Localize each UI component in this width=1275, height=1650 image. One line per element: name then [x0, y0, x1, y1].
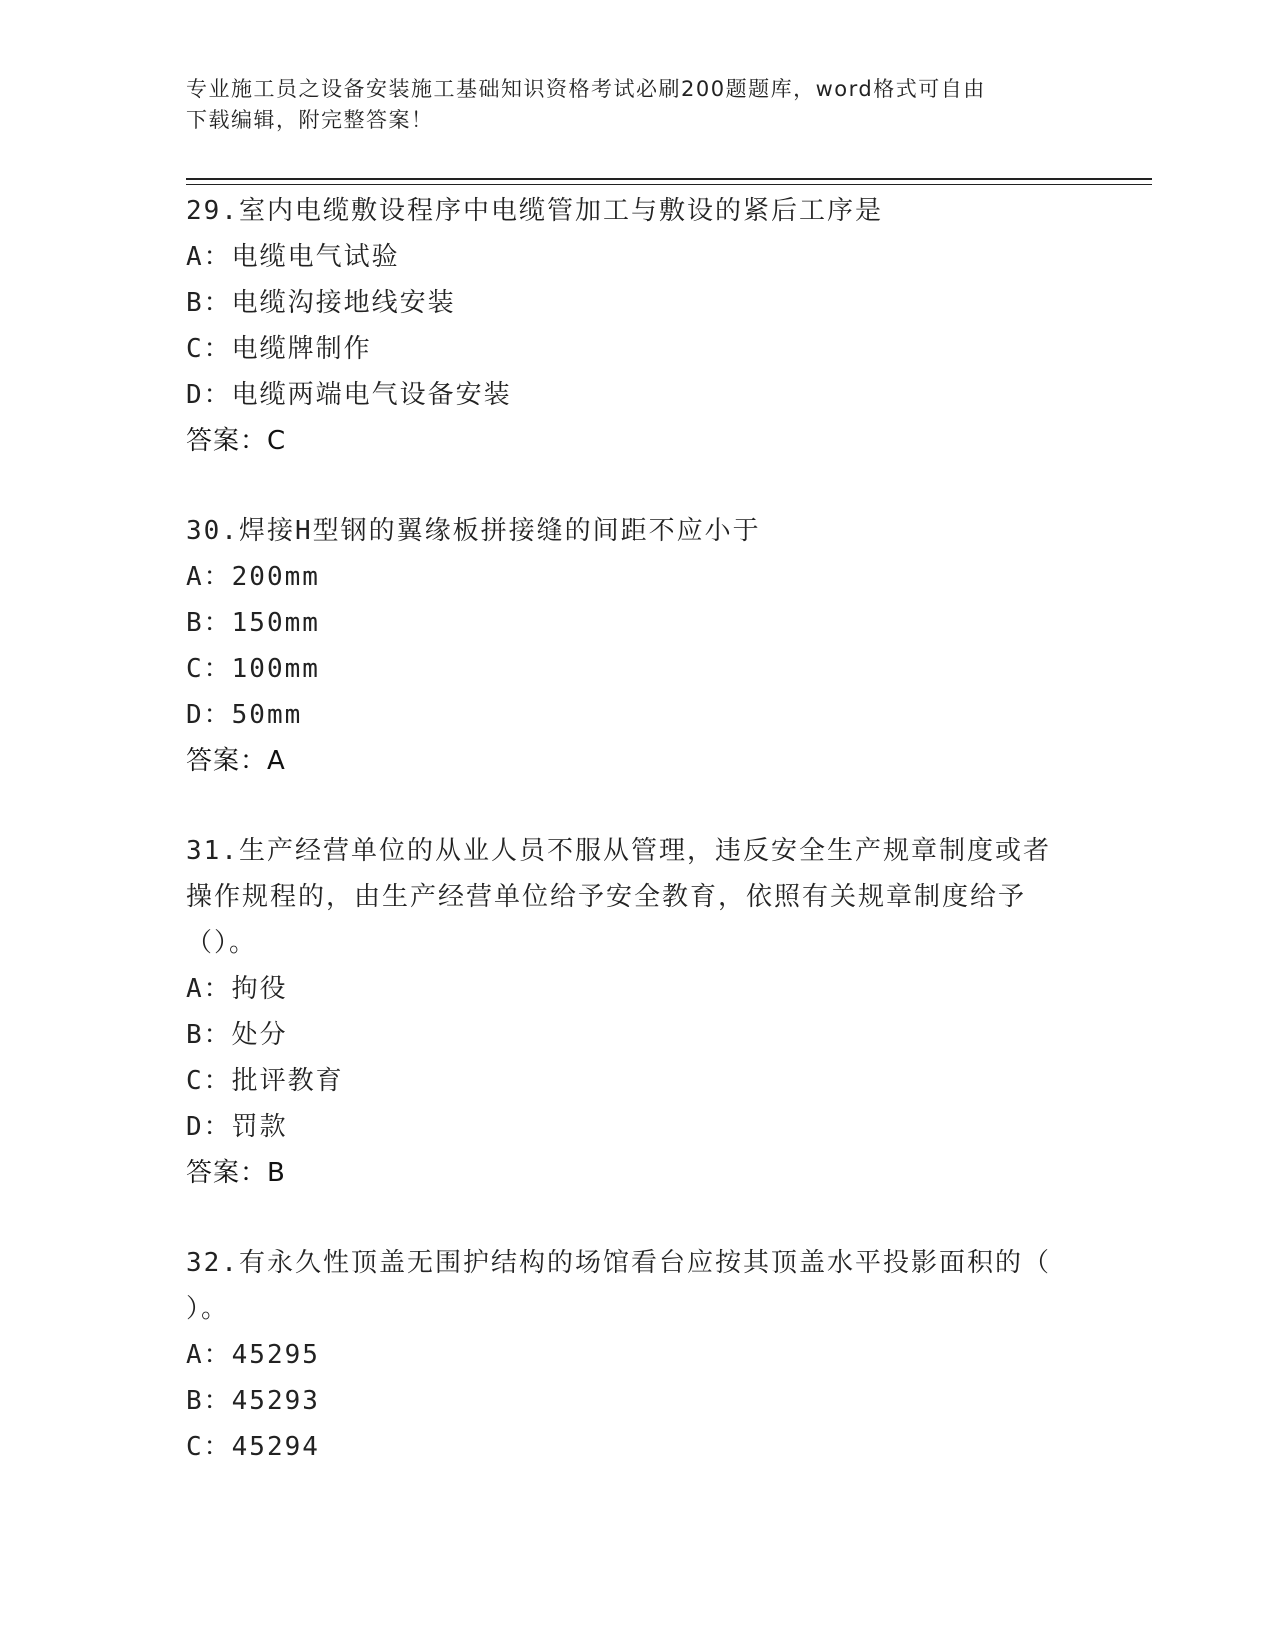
header-line-1: 专业施工员之设备安装施工基础知识资格考试必刷200题题库，word格式可自由	[186, 77, 986, 101]
question-32	[186, 1240, 1086, 1470]
header-divider-top	[186, 178, 1152, 180]
option-a: A：200mm	[186, 562, 320, 592]
header-divider-bottom	[186, 184, 1152, 185]
option-a: A：45295	[186, 1340, 320, 1370]
question-stem-line-2: 操作规程的，由生产经营单位给予安全教育，依照有关规章制度给予	[186, 882, 1027, 912]
question-stem: 29.室内电缆敷设程序中电缆管加工与敷设的紧后工序是	[186, 196, 883, 226]
answer-label: 答案：A	[186, 746, 286, 776]
option-a: A：拘役	[186, 974, 288, 1004]
question-stem-line-2: ）。	[186, 1294, 230, 1324]
answer-label: 答案：B	[186, 1158, 286, 1188]
option-a: A：电缆电气试验	[186, 242, 400, 272]
header-line-2: 下载编辑，附完整答案！	[186, 108, 434, 132]
document-header	[186, 74, 1066, 136]
question-stem: 30.焊接H型钢的翼缘板拼接缝的间距不应小于	[186, 516, 761, 546]
question-stem-line-3: （）。	[186, 928, 258, 958]
option-d: D：电缆两端电气设备安装	[186, 380, 512, 410]
option-b: B：电缆沟接地线安装	[186, 288, 456, 318]
question-list	[186, 188, 1086, 1470]
question-stem-line-1: 31.生产经营单位的从业人员不服从管理，违反安全生产规章制度或者	[186, 836, 1051, 866]
option-d: D：50mm	[186, 700, 303, 730]
option-d: D：罚款	[186, 1112, 288, 1142]
option-c: C：45294	[186, 1432, 320, 1462]
option-c: C：批评教育	[186, 1066, 344, 1096]
answer-label: 答案：C	[186, 426, 287, 456]
question-29	[186, 188, 1086, 464]
question-stem-line-1: 32.有永久性顶盖无围护结构的场馆看台应按其顶盖水平投影面积的（	[186, 1248, 1051, 1278]
option-b: B：150mm	[186, 608, 320, 638]
option-c: C：电缆牌制作	[186, 334, 372, 364]
option-c: C：100mm	[186, 654, 320, 684]
question-31	[186, 828, 1086, 1196]
option-b: B：处分	[186, 1020, 288, 1050]
question-30	[186, 508, 1086, 784]
option-b: B：45293	[186, 1386, 320, 1416]
